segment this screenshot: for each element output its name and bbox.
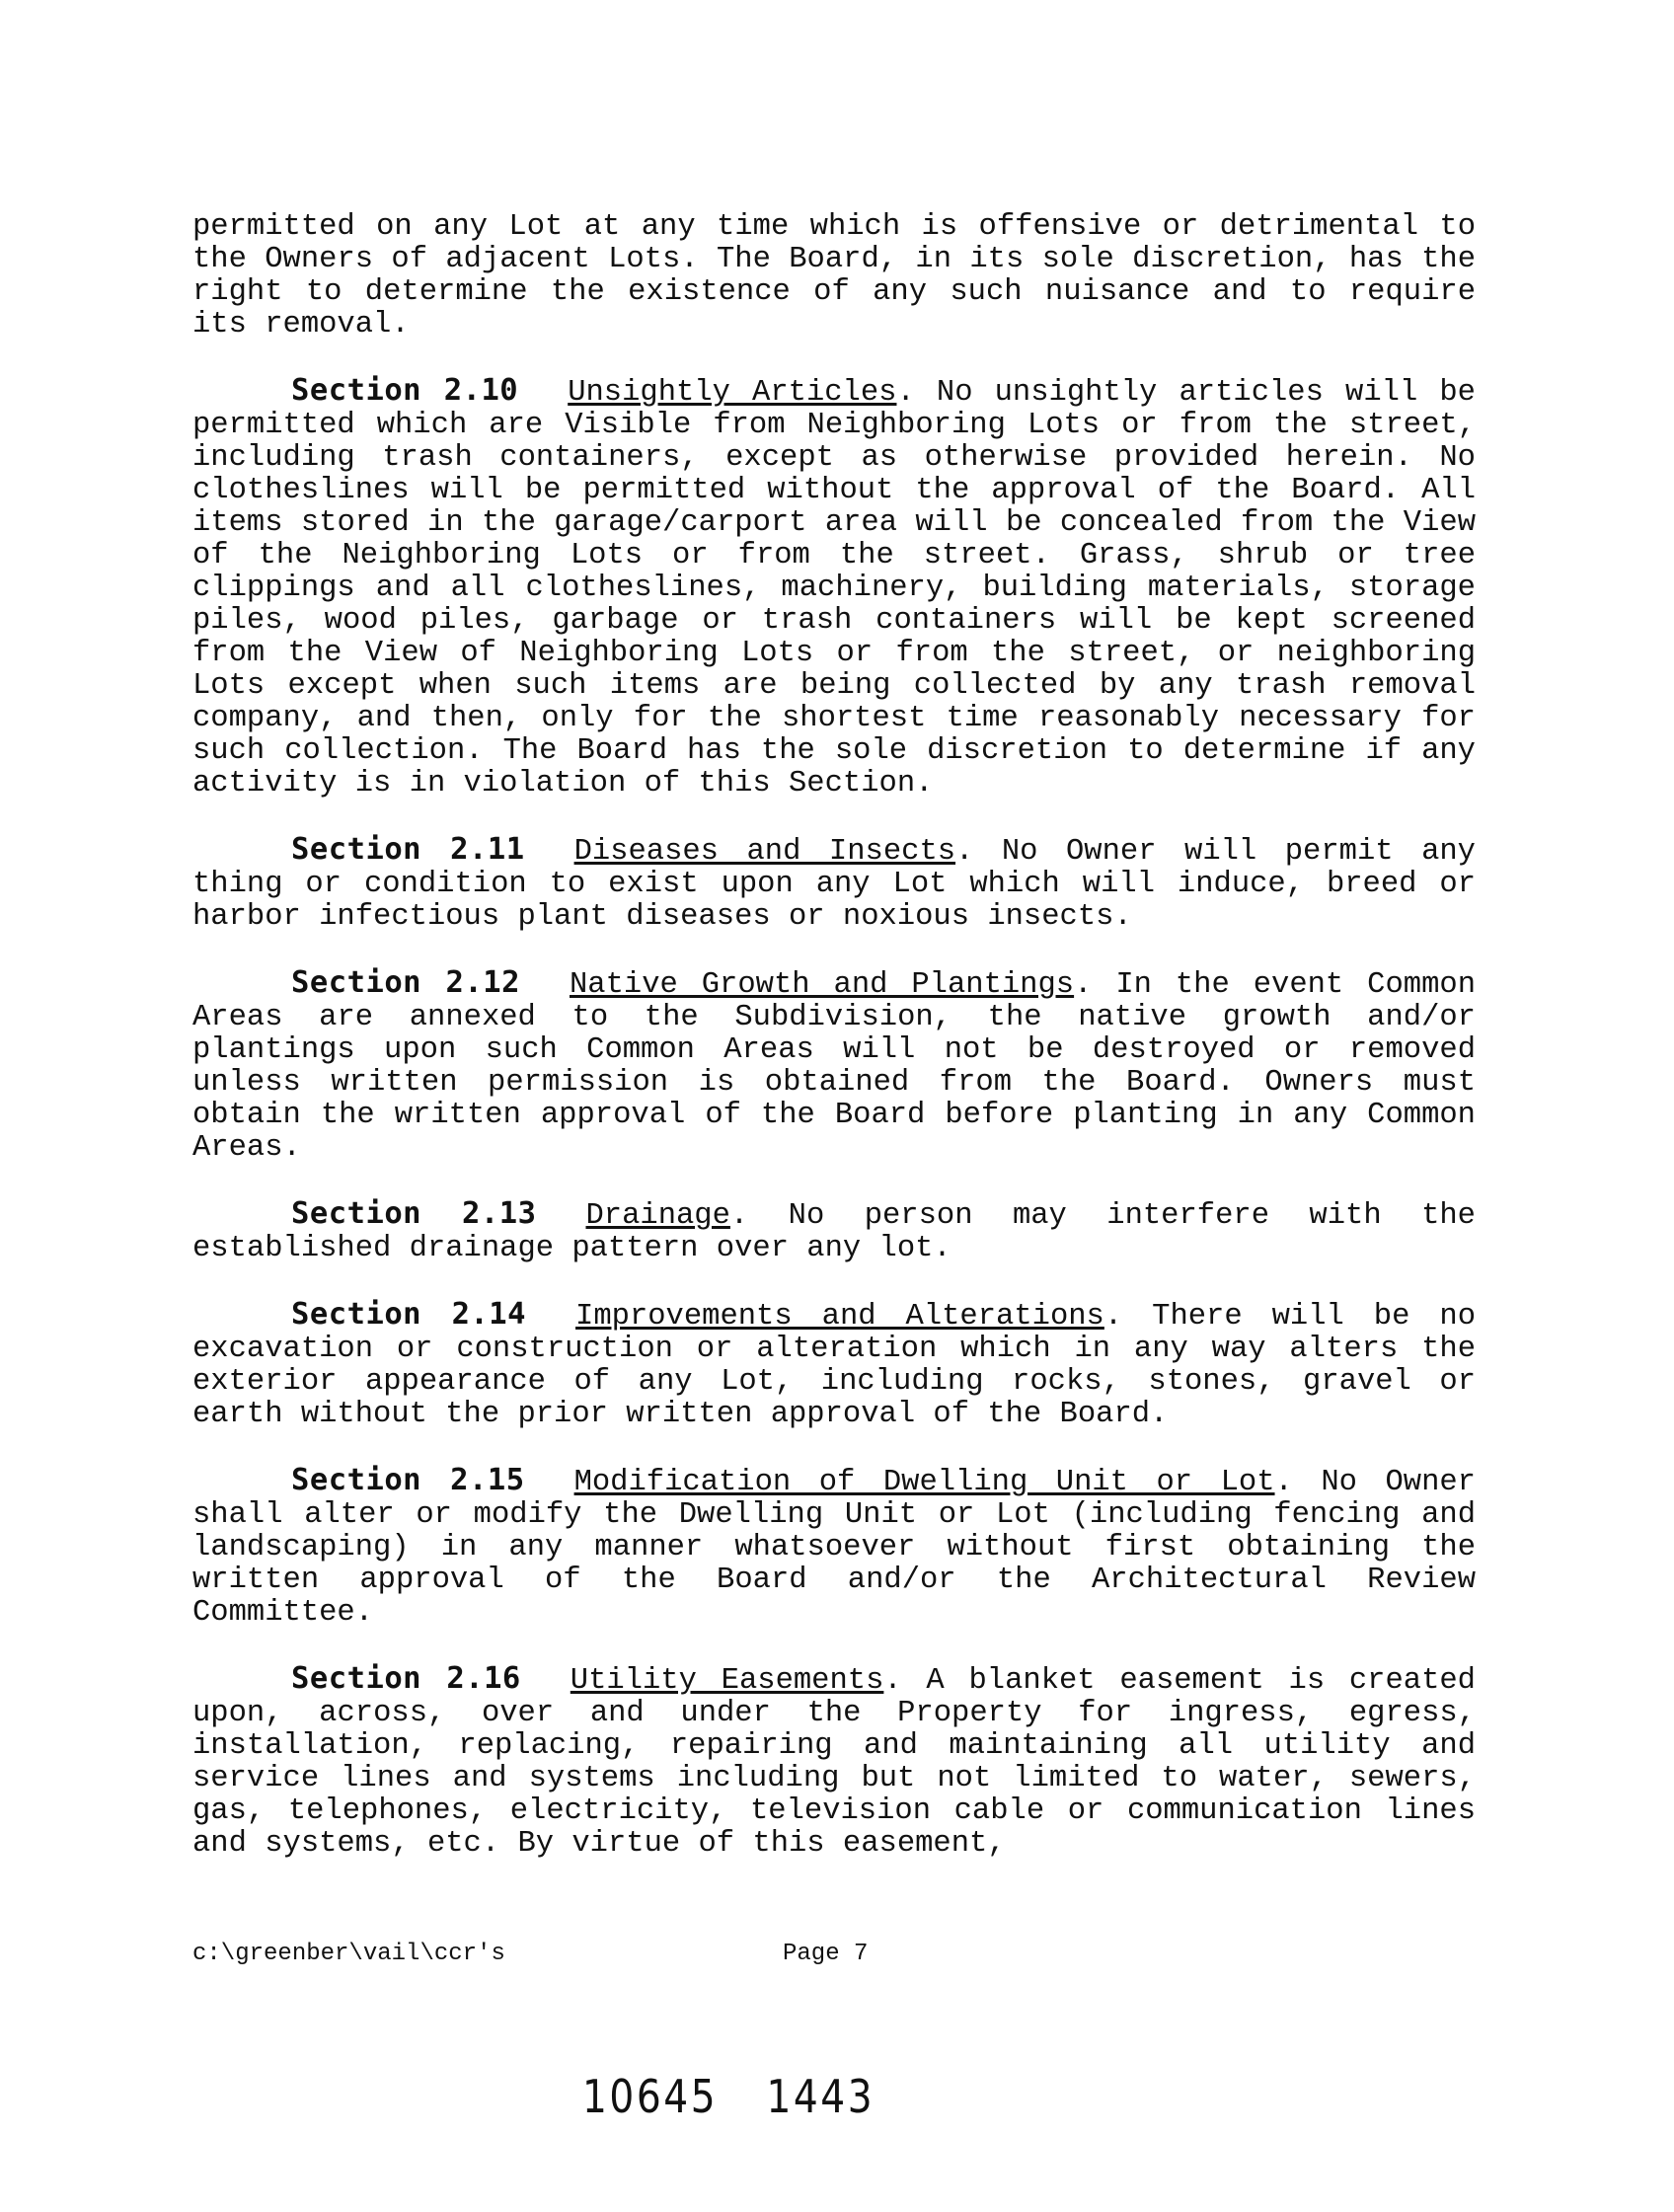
section-title: Diseases and Insects: [573, 835, 956, 869]
section-title: Drainage: [585, 1199, 730, 1233]
section-label: Section 2.15: [291, 1463, 525, 1497]
section-label: Section 2.13: [291, 1196, 537, 1231]
section-title: Native Growth and Plantings: [570, 968, 1075, 1002]
section-text: . A blanket easement is created upon, across, over and under the Property for ingress, egress, installation, replacing, repairing and maintaining all utility and service lines and systems including but not limited to water, sewers, gas, telephones, electricity, television cable or communication lines and systems, etc. By virtue of this easement,: [192, 1664, 1476, 1861]
section-label: Section 2.11: [291, 832, 525, 867]
intro-paragraph: permitted on any Lot at any time which is offensive or detrimental to the Owners of adjacent Lots. The Board, in its sole discretion, has the right to determine the existence of any such nuisance and to require its removal.: [192, 210, 1476, 342]
section-title: Utility Easements: [570, 1664, 884, 1698]
footer-file-path: c:\greenber\vail\ccr's: [192, 1941, 505, 1967]
section-text: . No unsightly articles will be permitted which are Visible from Neighboring Lots or from the street, including trash containers, except as otherwise provided herein. No clotheslines will be permitted without the approval of the Board. All items stored in the garage/carport area will be concealed from the View of the Neighboring Lots or from the street. Grass, shrub or tree clippings and all clotheslines, machinery, building materials, storage piles, wood piles, garbage or trash containers will be kept screened from the View of Neighboring Lots or from the street, or neighboring Lots except when such items are being collected by any trash removal company, and then, only for the shortest time reasonably necessary for such collection. The Board has the sole discretion to determine if any activity is in violation of this Section.: [192, 376, 1476, 801]
stamp-book-number: 10645: [582, 2070, 719, 2123]
section-title: Improvements and Alterations: [575, 1300, 1104, 1334]
section-label: Section 2.10: [291, 373, 519, 408]
section-text: . No Owner will permit any thing or condition to exist upon any Lot which will induce, breed or harbor infectious plant diseases or noxious insects.: [192, 835, 1476, 934]
section-2-16: [192, 1662, 1476, 1861]
section-2-14: [192, 1298, 1476, 1431]
section-label: Section 2.12: [291, 965, 520, 1000]
section-label: Section 2.14: [291, 1297, 527, 1332]
section-text: . There will be no excavation or construction or alteration which in any way alters the exterior appearance of any Lot, including rocks, stones, gravel or earth without the prior written approval of the Board.: [192, 1300, 1476, 1431]
footer-page-number: Page 7: [783, 1941, 869, 1967]
section-2-15: [192, 1464, 1476, 1630]
recording-stamp: [582, 2070, 875, 2123]
section-title: Unsightly Articles: [568, 376, 897, 410]
section-2-10: [192, 374, 1476, 801]
section-text: . No person may interfere with the established drainage pattern over any lot.: [192, 1199, 1476, 1265]
document-body: [192, 211, 1476, 1893]
section-2-11: [192, 833, 1476, 934]
section-label: Section 2.16: [291, 1661, 521, 1696]
stamp-page-number: 1443: [766, 2070, 875, 2123]
section-text: . In the event Common Areas are annexed to the Subdivision, the native growth and/or plantings upon such Common Areas will not be destroyed or removed unless written permission is obtained from the Board. Owners must obtain the written approval of the Board before planting in any Common Areas.: [192, 968, 1476, 1165]
section-title: Modification of Dwelling Unit or Lot: [573, 1466, 1275, 1499]
section-2-13: [192, 1197, 1476, 1265]
section-text: . No Owner shall alter or modify the Dwelling Unit or Lot (including fencing and landscaping) in any manner whatsoever without first obtaining the written approval of the Board and/or the Architectural Review Committee.: [192, 1466, 1476, 1630]
section-2-12: [192, 966, 1476, 1165]
